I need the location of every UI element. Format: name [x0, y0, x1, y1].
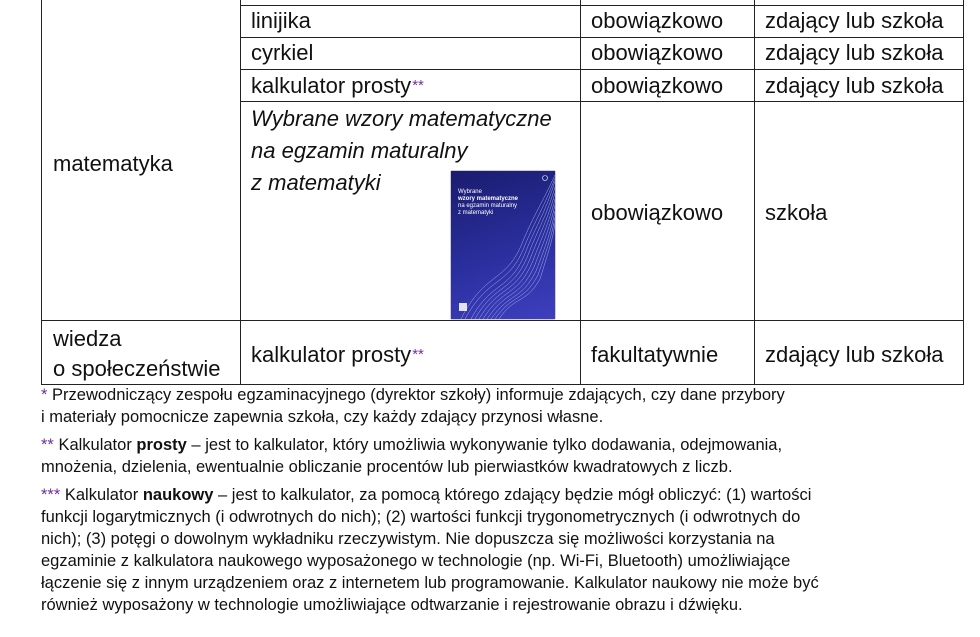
cover-text-line: wzory matematyczne — [458, 196, 519, 202]
status-cell: obowiązkowo — [591, 40, 724, 65]
row-divider — [240, 37, 964, 38]
subject-wos-line1: wiedza — [53, 326, 122, 351]
footnote-mark: ** — [412, 346, 424, 363]
footnote-mark: *** — [41, 486, 61, 504]
footnote-2: ** Kalkulator prosty – jest to kalkulator, który umożliwia wykonywanie tylko dodawania, odejmowania, mnożenia, dzielenia, ewentualnie obliczanie procentów lub pierwiastków kwadratowych z liczb. — [41, 436, 783, 476]
provider-cell: szkoła — [765, 200, 828, 225]
footnote-mark: ** — [412, 77, 424, 94]
footnote-1: * Przewodniczący zespołu egzaminacyjnego (dyrektor szkoły) informuje zdających, czy dane przybory i materiały pomocnicze zapewnia szkoła, czy każdy zdający przynosi własne. — [41, 386, 785, 426]
row-divider — [41, 320, 964, 321]
formulas-title-line2: na egzamin maturalny — [251, 138, 468, 163]
formulas-title-line3: z matematyki — [251, 170, 381, 195]
tool-compass: cyrkiel — [251, 40, 314, 65]
tool-simple-calculator: kalkulator prosty** — [251, 73, 424, 98]
subject-math: matematyka — [53, 151, 173, 176]
footnote-3: *** Kalkulator naukowy – jest to kalkulator, za pomocą którego zdający będzie mógł obliczyć: (1) wartości funkcji logarytmicznych (i odwrotnych do nich); (2) wartości funkcji trygonometrycznych (i odwrotnych do nich); (3) potęgi o dowolnym wykładniku rzeczywistym. Nie dopuszcza się możliwości korzystania na egzaminie z kalkulatora naukowego wyposażonego w technologie (np. Wi-Fi, Bluetooth) umożliwiające łączenie się z innym urządzeniem oraz z internetem lub programowanie. Kalkulator naukowy nie może być również wyposażony w technologie umożliwiające odtwarzanie i rejestrowanie obrazu i dźwięku. — [41, 486, 819, 614]
provider-cell: zdający lub szkoła — [765, 342, 944, 367]
row-divider — [240, 69, 964, 70]
tool-simple-calculator: kalkulator prosty** — [251, 342, 424, 367]
table-col-divider — [240, 0, 241, 385]
table-border-left — [41, 0, 42, 385]
subject-wos-line2: o społeczeństwie — [53, 356, 221, 381]
cover-text-line: z matematyki — [458, 210, 494, 216]
table-col-divider — [580, 0, 581, 385]
row-divider — [240, 5, 964, 6]
footnote-mark: ** — [41, 436, 54, 454]
cover-publisher-logo-icon — [459, 303, 467, 311]
status-cell: obowiązkowo — [591, 200, 724, 225]
footnote-mark: * — [41, 386, 48, 404]
provider-cell: zdający lub szkoła — [765, 8, 944, 33]
provider-cell: zdający lub szkoła — [765, 73, 944, 98]
status-cell: fakultatywnie — [591, 342, 719, 367]
provider-cell: zdający lub szkoła — [765, 40, 944, 65]
cover-text-line: na egzamin maturalny — [458, 203, 518, 209]
table-col-divider — [754, 0, 755, 385]
table-border-right — [963, 0, 964, 385]
formulas-title-line1: Wybrane wzory matematyczne — [251, 106, 552, 131]
status-cell: obowiązkowo — [591, 73, 724, 98]
cover-text-line: Wybrane — [458, 189, 482, 195]
status-cell: obowiązkowo — [591, 8, 724, 33]
formulas-booklet-cover-image — [451, 171, 555, 319]
cover-logo-icon — [543, 176, 548, 181]
row-divider — [240, 101, 964, 102]
tool-ruler: linijika — [251, 8, 311, 33]
